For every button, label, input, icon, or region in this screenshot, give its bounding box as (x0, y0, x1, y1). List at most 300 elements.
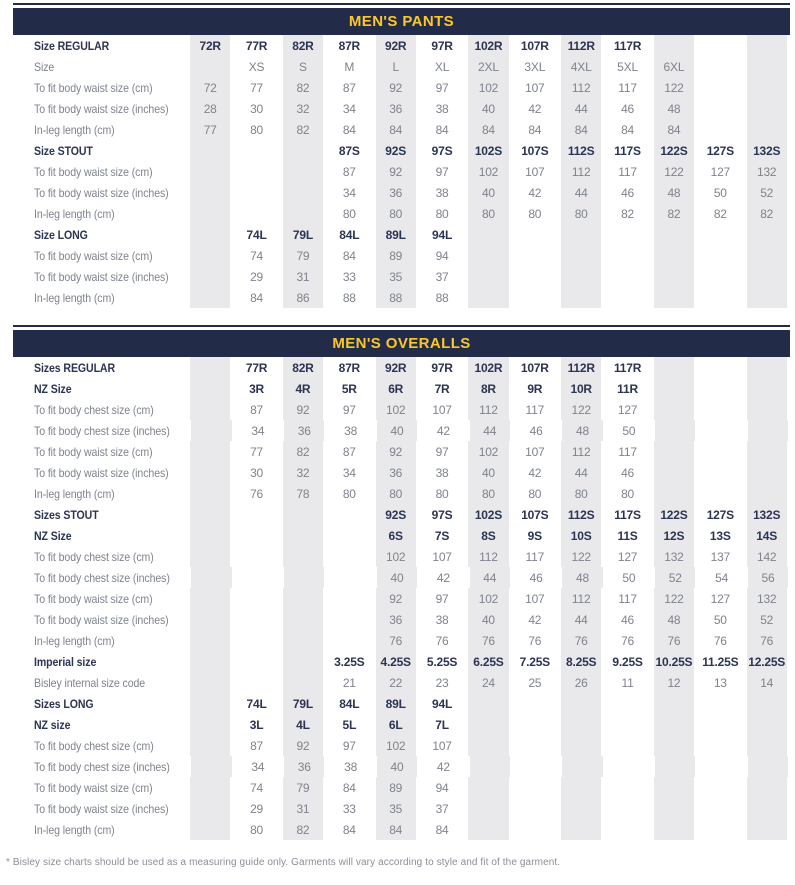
row-label-text: In-leg length (cm) (34, 486, 115, 501)
size-cell (465, 287, 511, 308)
size-cell (744, 735, 790, 756)
size-cell (187, 378, 233, 399)
size-cell: 52 (652, 567, 698, 588)
size-cell: 82 (280, 819, 326, 840)
table-row (13, 609, 790, 630)
size-cell: 97S (431, 507, 453, 522)
size-cell (745, 756, 791, 777)
size-cell: 4.25S (373, 651, 419, 672)
size-cell: 102 (373, 735, 419, 756)
size-cell (233, 140, 279, 161)
size-cell: 36 (373, 462, 419, 483)
size-cell (465, 224, 511, 245)
size-cell (558, 224, 604, 245)
size-cell (467, 756, 513, 777)
size-cell (326, 504, 372, 525)
size-cell: 112 (465, 546, 511, 567)
size-cell (744, 483, 790, 504)
size-cell: 36 (373, 609, 419, 630)
size-cell: 48 (651, 98, 697, 119)
size-cell (697, 35, 743, 56)
row-label (13, 714, 187, 735)
size-cell: 102 (373, 399, 419, 420)
table-row (13, 266, 790, 287)
size-cell (744, 378, 790, 399)
size-cell (558, 693, 604, 714)
table-row (13, 245, 790, 266)
table-row (13, 161, 790, 182)
size-cell: XS (248, 59, 265, 74)
table-row (13, 441, 790, 462)
size-cell: 107 (525, 164, 545, 179)
size-cell (280, 546, 326, 567)
row-label (13, 462, 187, 483)
size-cell: 42 (528, 465, 542, 480)
size-cell: 92 (373, 77, 419, 98)
size-cell: 9S (527, 528, 542, 543)
size-cell (604, 819, 650, 840)
size-cell (651, 798, 697, 819)
size-cell: 132 (651, 546, 697, 567)
size-cell: 122 (651, 77, 697, 98)
size-cell: M (344, 59, 355, 74)
size-cell (187, 609, 233, 630)
size-cell (744, 462, 790, 483)
size-cell: 87 (250, 738, 264, 753)
size-cell (187, 735, 233, 756)
row-label-text: To fit body chest size (cm) (34, 549, 154, 564)
row-label (13, 588, 187, 609)
size-cell: 84 (465, 119, 511, 140)
size-cell: 84 (342, 248, 356, 263)
size-cell (187, 693, 233, 714)
size-cell (187, 203, 233, 224)
size-cell: 112 (558, 77, 604, 98)
size-cell: 34 (251, 423, 265, 438)
size-cell (604, 714, 650, 735)
size-cell: 36 (281, 756, 327, 777)
size-cell (697, 714, 743, 735)
size-cell (744, 441, 790, 462)
size-cell: 92R (373, 357, 419, 378)
size-cell: 82 (744, 203, 790, 224)
size-cell: 46 (621, 465, 635, 480)
row-label (13, 819, 187, 840)
size-cell: 7S (434, 528, 450, 543)
size-cell (651, 378, 697, 399)
size-cell: 13S (709, 528, 731, 543)
size-cell: 46 (529, 570, 543, 585)
size-cell: 112 (558, 441, 604, 462)
size-cell (558, 735, 604, 756)
row-label (13, 287, 187, 308)
table-row (13, 399, 790, 420)
size-cell (465, 819, 511, 840)
row-label (13, 378, 187, 399)
size-cell: 42 (528, 101, 542, 116)
size-cell (697, 693, 743, 714)
size-cell: 102 (465, 161, 511, 182)
size-cell: 80 (528, 206, 542, 221)
size-cell (233, 651, 279, 672)
size-cell (744, 56, 790, 77)
row-label-text: To fit body waist size (inches) (34, 465, 169, 480)
size-cell: 48 (559, 567, 605, 588)
table-row (13, 756, 790, 777)
size-cell: 107R (520, 38, 549, 53)
size-cell: 11.25S (702, 654, 739, 669)
size-cell: 48 (651, 609, 697, 630)
row-label (13, 161, 187, 182)
size-cell: 72 (187, 77, 233, 98)
size-cell (698, 420, 744, 441)
size-cell: 84 (558, 119, 604, 140)
size-cell (512, 287, 558, 308)
row-label (13, 525, 187, 546)
size-cell (280, 525, 326, 546)
size-cell: 26 (558, 672, 604, 693)
table-body (13, 357, 790, 840)
size-cell: 107S (521, 143, 549, 158)
size-cell: 40 (465, 609, 511, 630)
size-cell (744, 798, 790, 819)
size-cell: 14 (744, 672, 790, 693)
size-cell: 40 (374, 420, 420, 441)
size-cell: 80 (465, 483, 511, 504)
size-cell (233, 504, 279, 525)
size-cell: 92 (280, 735, 326, 756)
size-cell: 117 (618, 164, 637, 179)
size-cell (606, 756, 652, 777)
size-cell: 84 (621, 122, 635, 137)
size-cell (651, 483, 697, 504)
size-cell (465, 266, 511, 287)
size-cell: 92 (280, 399, 326, 420)
size-cell: 77 (187, 119, 233, 140)
size-cell: 23 (435, 675, 449, 690)
row-label-text: Imperial size (34, 654, 97, 669)
table-row (13, 56, 790, 77)
size-cell (280, 140, 326, 161)
size-cell: 87 (342, 444, 356, 459)
size-cell: 34 (342, 465, 356, 480)
size-cell (651, 35, 697, 56)
size-cell: 82 (713, 206, 727, 221)
size-cell: 40 (465, 98, 511, 119)
mens-overalls-table (13, 325, 790, 840)
row-label-text: In-leg length (cm) (34, 122, 115, 137)
size-cell (651, 819, 697, 840)
size-cell: 132S (744, 504, 790, 525)
table-row (13, 672, 790, 693)
row-label-text: Sizes LONG (34, 696, 94, 711)
size-cell (744, 714, 790, 735)
table-row (13, 119, 790, 140)
row-label (13, 609, 187, 630)
size-cell: 84 (373, 119, 419, 140)
table-body (13, 35, 790, 308)
size-cell: 72R (187, 35, 233, 56)
size-cell (651, 735, 697, 756)
size-cell: 132S (744, 140, 790, 161)
size-cell: 76 (744, 630, 790, 651)
size-cell: 88 (373, 287, 419, 308)
size-cell: 35 (373, 798, 419, 819)
size-cell (651, 714, 697, 735)
row-label-text: Size REGULAR (34, 38, 110, 53)
size-cell: 44 (558, 462, 604, 483)
size-cell: 11R (617, 381, 638, 396)
size-cell: 29 (250, 269, 264, 284)
row-label-text: To fit body waist size (inches) (34, 185, 169, 200)
size-cell (512, 224, 558, 245)
size-cell: 21 (342, 675, 356, 690)
size-cell: 76 (250, 486, 264, 501)
size-cell: 107R (520, 360, 549, 375)
size-cell (604, 693, 650, 714)
row-label (13, 504, 187, 525)
size-cell (465, 777, 511, 798)
size-cell (233, 525, 279, 546)
size-cell (744, 287, 790, 308)
size-cell: 112 (465, 399, 511, 420)
size-cell: 127 (617, 549, 638, 564)
size-cell: 4R (280, 378, 326, 399)
size-cell (604, 777, 650, 798)
row-label-text: To fit body waist size (cm) (34, 248, 153, 263)
size-cell: 7L (435, 717, 449, 732)
size-cell: 92 (373, 161, 419, 182)
size-cell (233, 182, 279, 203)
size-cell: 84 (373, 819, 419, 840)
row-label-text: To fit body waist size (cm) (34, 164, 153, 179)
size-cell: 80 (621, 486, 635, 501)
size-cell: 112 (558, 161, 604, 182)
size-cell: 76 (558, 630, 604, 651)
size-cell: 46 (529, 423, 543, 438)
size-cell: 6L (373, 714, 419, 735)
size-cell: 82R (280, 357, 326, 378)
size-cell: 84 (342, 822, 356, 837)
row-label (13, 140, 187, 161)
footnote: * Bisley size charts should be used as a measuring guide only. Garments will vary according to style and fit of the garment. (6, 857, 561, 868)
size-cell (604, 735, 650, 756)
size-cell (187, 245, 233, 266)
size-cell: 8R (465, 378, 511, 399)
size-cell (744, 119, 790, 140)
size-cell: 117 (618, 444, 637, 459)
size-cell (465, 245, 511, 266)
size-cell: 122 (651, 588, 697, 609)
size-cell (512, 798, 558, 819)
size-cell (697, 378, 743, 399)
row-label (13, 567, 188, 588)
size-cell: 77R (245, 360, 268, 375)
size-cell: 107 (432, 402, 452, 417)
size-cell (235, 567, 281, 588)
size-cell: 44 (467, 567, 513, 588)
size-cell: 74 (250, 780, 264, 795)
size-cell: 84 (528, 122, 542, 137)
row-label (13, 441, 187, 462)
size-cell (188, 756, 234, 777)
size-cell: 82R (280, 35, 326, 56)
size-cell: 37 (435, 269, 449, 284)
table-row (13, 203, 790, 224)
size-cell: 38 (344, 759, 358, 774)
table-row (13, 35, 790, 56)
size-cell: 6.25S (465, 651, 511, 672)
size-cell: 36 (281, 420, 327, 441)
size-cell (187, 777, 233, 798)
table-row (13, 588, 790, 609)
size-cell: 84 (651, 119, 697, 140)
size-cell (280, 203, 326, 224)
row-label-text: Size STOUT (34, 143, 93, 158)
row-label-text: To fit body chest size (inches) (34, 759, 170, 774)
size-cell: 12S (651, 525, 697, 546)
size-cell (512, 735, 558, 756)
size-cell (651, 266, 697, 287)
size-cell: 37 (435, 801, 449, 816)
size-cell: 50 (713, 185, 727, 200)
size-cell (558, 819, 604, 840)
size-cell: 33 (342, 801, 356, 816)
size-cell: 48 (651, 182, 697, 203)
size-cell: 10S (558, 525, 604, 546)
size-cell (187, 224, 233, 245)
size-cell: 3L (249, 717, 264, 732)
size-cell (512, 266, 558, 287)
size-cell: 89L (373, 693, 419, 714)
size-cell (744, 777, 790, 798)
size-cell (326, 609, 372, 630)
size-cell: 42 (436, 759, 450, 774)
size-cell: 107 (432, 738, 452, 753)
size-cell (651, 777, 697, 798)
row-label-text: To fit body chest size (cm) (34, 738, 154, 753)
size-cell: 76 (651, 630, 697, 651)
size-cell: 14S (744, 525, 790, 546)
row-label (13, 399, 187, 420)
row-label-text: To fit body chest size (cm) (34, 402, 154, 417)
size-cell: 94 (435, 780, 449, 795)
size-cell (512, 819, 558, 840)
size-cell: 42 (528, 612, 542, 627)
size-cell (697, 777, 743, 798)
size-cell: 122 (651, 161, 697, 182)
size-cell (697, 56, 743, 77)
row-label-text: To fit body waist size (inches) (34, 801, 169, 816)
row-label-text: To fit body waist size (cm) (34, 780, 153, 795)
size-cell: 127 (710, 164, 731, 179)
size-cell (745, 420, 791, 441)
table-row (13, 287, 790, 308)
mens-pants-table (13, 3, 790, 308)
size-cell (744, 357, 790, 378)
size-cell (280, 630, 326, 651)
size-cell: 97 (435, 80, 449, 95)
size-cell (651, 441, 697, 462)
size-cell: 7R (434, 381, 450, 396)
size-cell: 74L (246, 227, 267, 242)
size-cell (697, 357, 743, 378)
row-label (13, 203, 187, 224)
row-label-text: In-leg length (cm) (34, 633, 115, 648)
size-cell: 87S (338, 143, 360, 158)
size-cell: 86 (280, 287, 326, 308)
size-cell (744, 266, 790, 287)
size-cell (233, 588, 279, 609)
size-cell (326, 525, 372, 546)
size-cell: 117 (618, 591, 637, 606)
size-cell: 87R (338, 38, 361, 53)
size-cell: 5R (341, 381, 357, 396)
size-cell: 80 (435, 206, 449, 221)
row-label-text: Size (34, 59, 55, 74)
size-cell (280, 651, 326, 672)
size-cell (465, 798, 511, 819)
size-cell: 80 (250, 822, 264, 837)
size-cell: 112S (558, 140, 604, 161)
size-cell: 22 (373, 672, 419, 693)
size-cell (233, 161, 279, 182)
row-label-text: NZ Size (34, 381, 72, 396)
size-cell (697, 441, 743, 462)
size-cell: 97 (435, 444, 449, 459)
row-label-text: To fit body waist size (inches) (34, 269, 169, 284)
size-cell: 44 (558, 609, 604, 630)
table-row (13, 651, 790, 672)
size-cell (744, 245, 790, 266)
size-cell: 84 (342, 122, 356, 137)
size-cell: 132 (744, 161, 790, 182)
size-cell: 3.25S (334, 654, 365, 669)
size-cell: 44 (467, 420, 513, 441)
size-cell: 40 (465, 182, 511, 203)
row-label (13, 56, 187, 77)
size-cell (697, 77, 743, 98)
size-cell: 76 (435, 633, 449, 648)
size-cell (187, 161, 233, 182)
size-cell (651, 399, 697, 420)
size-cell: 97R (431, 360, 453, 375)
size-cell (744, 224, 790, 245)
table-row (13, 224, 790, 245)
table-row (13, 693, 790, 714)
size-cell (697, 224, 743, 245)
size-cell: 117S (614, 143, 641, 158)
size-cell (280, 609, 326, 630)
size-cell: 10.25S (651, 651, 697, 672)
size-cell (697, 819, 743, 840)
size-cell (604, 798, 650, 819)
size-cell (651, 224, 697, 245)
row-label-text: To fit body waist size (cm) (34, 591, 153, 606)
size-cell: 80 (528, 486, 542, 501)
row-label-text: In-leg length (cm) (34, 822, 115, 837)
size-cell: 50 (713, 612, 727, 627)
table-row (13, 77, 790, 98)
size-cell: 3XL (524, 59, 546, 74)
size-cell: 35 (373, 266, 419, 287)
size-cell: 80 (373, 203, 419, 224)
size-cell (558, 287, 604, 308)
size-cell: 34 (251, 759, 265, 774)
row-label (13, 119, 187, 140)
size-cell: 127 (617, 402, 638, 417)
size-cell: 84 (250, 290, 264, 305)
